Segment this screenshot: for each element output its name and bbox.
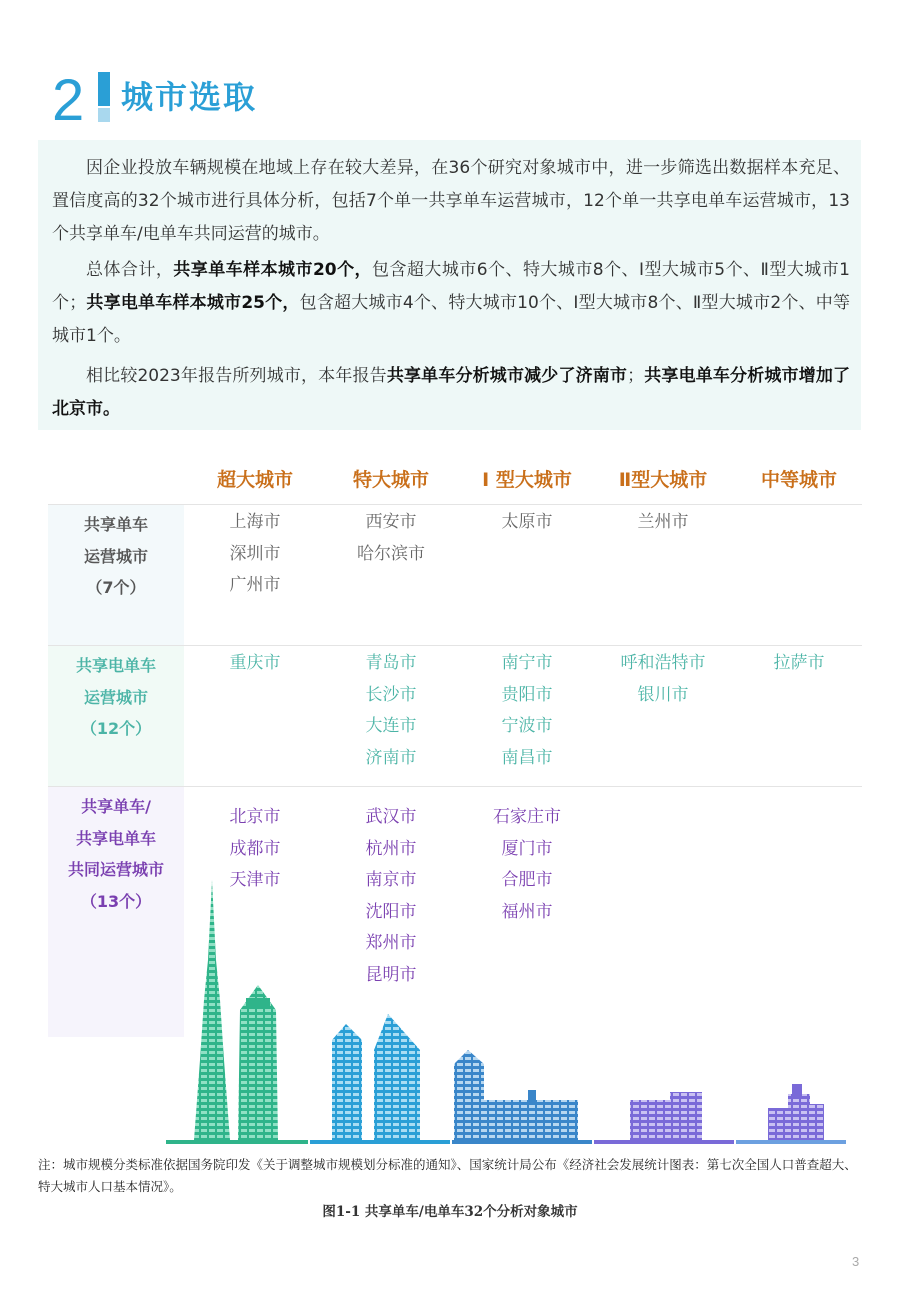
city-name: 呼和浩特市 [620,653,706,673]
city-name: 北京市 [229,807,281,827]
p3-text-a: 相比较2023年报告所列城市，本年报告 [86,366,387,386]
city-name: 南宁市 [501,653,553,673]
figure-note: 注：城市规模分类标准依据国务院印发《关于调整城市规模划分标准的通知》、国家统计局公布《经济社会发展统计图表：第七次全国人口普查超大、特大城市人口基本情况》。 [38,1157,857,1194]
row-label-line: 共享电单车 [75,828,156,848]
city-name: 银川市 [637,684,689,705]
blue-towers [332,1014,420,1140]
city-name: 昆明市 [365,964,417,985]
city-name: 哈尔滨市 [357,543,425,564]
p2-bold-bike: 共享单车样本城市20个， [173,260,373,280]
city-name: 兰州市 [637,512,689,532]
city-name: 合肥市 [501,870,553,890]
page-number: 3 [852,1254,860,1269]
city-name: 成都市 [229,838,281,859]
city-name: 南京市 [365,870,417,890]
city-name: 上海市 [229,512,281,532]
city-name: 厦门市 [501,838,553,859]
city-name: 大连市 [365,716,417,736]
section-title: 城市选取 [121,78,258,116]
row-label-both [48,787,184,1037]
column-header-type1-large-city: Ⅰ 型大城市 [482,469,572,491]
p3-bold-a: 共享单车分析城市减少了济南市 [386,366,628,386]
city-name: 贵阳市 [501,684,553,705]
table-cell [462,802,592,928]
p2-text-e: 包含超大城市4个、特大城市10个、Ⅰ型大城市8个、Ⅱ型大城市2个、中等城市1个。 [52,293,850,346]
column-header-type2-large-city: Ⅱ型大城市 [618,469,708,491]
section-number: 2 [52,68,85,133]
city-name: 西安市 [365,512,417,532]
table-cell [462,648,592,774]
city-name: 济南市 [365,747,417,768]
city-name: 长沙市 [365,684,417,705]
city-name: 重庆市 [229,653,281,673]
city-name: 宁波市 [501,716,553,736]
p3-sep: ； [627,366,645,386]
row-label-line: 共同运营城市 [67,860,164,879]
row-label-line: 共享单车/ [81,797,151,816]
table-cell [734,648,864,680]
intro-paragraph-1: 因企业投放车辆规模在地域上存在较大差异，在36个研究对象城市中，进一步筛选出数据样本充足、置信度高的32个城市进行具体分析，包括7个单一共享单车运营城市，12个单一共享电单车运营城市，13个共享单车/电单车共同运营的城市。 [52,158,850,244]
city-name: 武汉市 [365,807,417,827]
p3-bold-b: 共享电单车分析城市增加了北京市。 [52,366,851,419]
row-label-line: 运营城市 [83,687,148,707]
city-name: 杭州市 [365,838,417,859]
column-header-medium-city: 中等城市 [760,469,837,491]
figure-caption: 图1-1 共享单车/电单车32个分析对象城市 [322,1204,578,1220]
row-label-line: （12个） [80,719,152,738]
city-name: 福州市 [501,901,553,922]
green-towers [194,880,278,1140]
teal-towers [454,1050,578,1140]
table-cell [326,802,456,991]
table-cell [598,648,728,711]
table-cell [190,507,320,602]
table-cell [462,507,592,539]
city-name: 广州市 [229,575,281,595]
p2-text-a: 总体合计， [86,260,174,280]
column-header-megacity: 超大城市 [216,469,293,491]
row-label-line: 共享电单车 [75,656,156,675]
table-cell [326,507,456,570]
table-cell [190,648,320,680]
city-name: 青岛市 [365,653,417,673]
table-cell [326,648,456,774]
table-cell [598,507,728,539]
row-label-line: 共享单车 [83,515,148,534]
column-header-super-large-city: 特大城市 [352,469,429,491]
city-name: 郑州市 [365,933,417,953]
city-name: 太原市 [501,512,553,532]
city-name: 沈阳市 [365,901,417,922]
city-name: 石家庄市 [493,807,561,827]
city-name: 天津市 [229,870,281,890]
row-label-line: 运营城市 [83,546,148,566]
city-name: 深圳市 [229,543,281,564]
p2-bold-ebike: 共享电单车样本城市25个， [86,293,300,313]
city-name: 拉萨市 [773,653,825,673]
row-label-line: （13个） [80,891,152,911]
p2-text-c: 包含超大城市6个、特大城市8个、Ⅰ型大城市5个、Ⅱ型大城市1个； [52,260,850,313]
purple-buildings [630,1084,824,1140]
table-cell [190,802,320,897]
city-name: 南昌市 [501,747,553,768]
row-label-bike-only [48,505,184,645]
row-label-ebike-only [48,646,184,786]
row-label-line: （7个） [86,578,146,597]
